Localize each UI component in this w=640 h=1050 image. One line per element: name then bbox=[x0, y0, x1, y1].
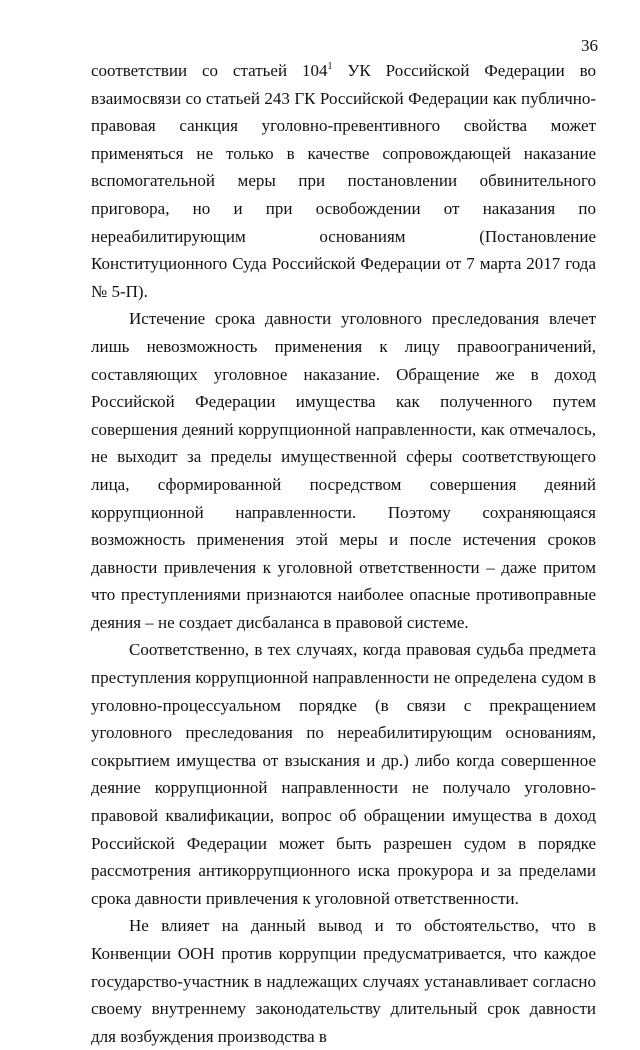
paragraph: Не влияет на данный вывод и то обстоятельство, что в Конвенции ООН против коррупции предусматривается, что каждое государство-участник в надлежащих случаях устанавливает согласно своему внутреннему законодательству длительный срок давности для возбуждения производства в bbox=[91, 916, 596, 1046]
paragraph: Соответственно, в тех случаях, когда правовая судьба предмета преступления коррупционной направленности не определена судом в уголовно-процессуальном порядке (в связи с прекращением уголовного преследования по нереабилитирующим основаниям, сокрытием имущества от взыскания и др.) либо когда совершенное деяние коррупционной направленности не получало уголовно-правовой квалификации, вопрос об обращении имущества в доход Российской Федерации может быть разрешен судом в порядке рассмотрения антикоррупционного иска прокурора и за пределами срока давности привлечения к уголовной ответственности. bbox=[91, 640, 596, 908]
text-run: УК Российской Федерации во взаимосвязи со статьей 243 ГК Российской Федерации как публично-правовая санкция уголовно-превентивного свойства может применяться не только в качестве сопровождающей наказание вспомогательной меры при постановлении обвинительного приговора, но и при освобождении от наказания по нереабилитирующим основаниям (Постановление Конституционного Суда Российской Федерации от 7 марта 2017 года № 5-П). bbox=[91, 61, 596, 301]
paragraph: Истечение срока давности уголовного преследования влечет лишь невозможность применения к лицу правоограничений, составляющих уголовное наказание. Обращение же в доход Российской Федерации имущества как полученного путем совершения деяний коррупционной направленности, как отмечалось, не выходит за пределы имущественной сферы соответствующего лица, сформированной посредством совершения деяний коррупционной направленности. Поэтому сохраняющаяся возможность применения этой меры и после истечения сроков давности привлечения к уголовной ответственности – даже притом что преступлениями признаются наиболее опасные противоправные деяния – не создает дисбаланса в правовой системе. bbox=[91, 309, 596, 632]
page-number: 36 bbox=[581, 36, 598, 55]
document-body bbox=[91, 57, 596, 1050]
paragraph-continuation bbox=[91, 57, 596, 305]
superscript-marker: 1 bbox=[327, 61, 333, 72]
text-run: соответствии со статьей 104 bbox=[91, 61, 328, 80]
